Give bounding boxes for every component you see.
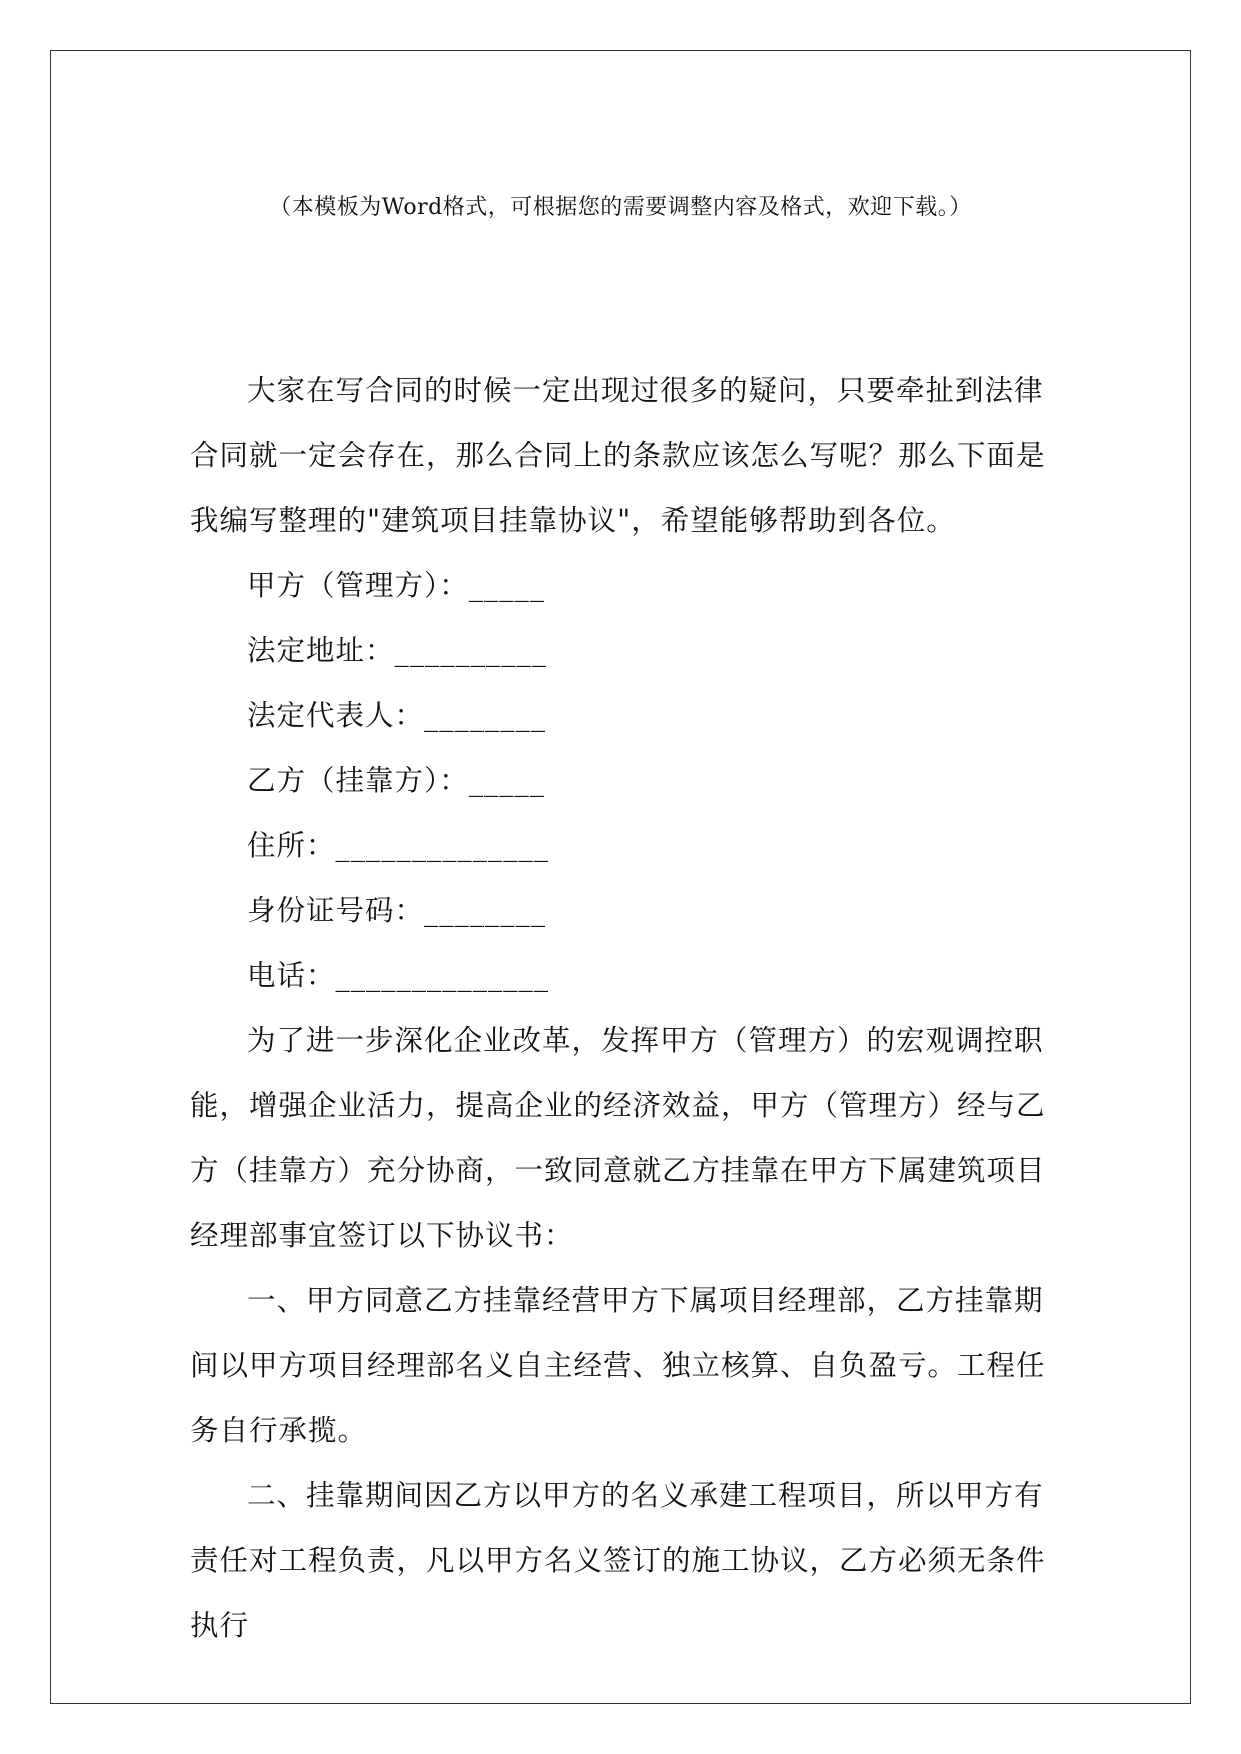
field-label: 法定代表人： xyxy=(247,699,425,732)
field-label: 住所： xyxy=(247,829,336,862)
preamble-paragraph: 为了进一步深化企业改革，发挥甲方（管理方）的宏观调控职能，增强企业活力，提高企业的经济效益，甲方（管理方）经与乙方（挂靠方）充分协商，一致同意就乙方挂靠在甲方下属建筑项目经理部事宜签订以下协议书： xyxy=(190,1024,1046,1252)
field-legal-representative xyxy=(190,683,1050,748)
field-party-a xyxy=(190,553,1050,618)
field-label: 身份证号码： xyxy=(247,894,425,927)
intro-paragraph: 大家在写合同的时候一定出现过很多的疑问，只要牵扯到法律合同就一定会存在，那么合同上的条款应该怎么写呢？那么下面是我编写整理的"建筑项目挂靠协议"，希望能够帮助到各位。 xyxy=(190,374,1046,537)
clause-2: 二、挂靠期间因乙方以甲方的名义承建工程项目，所以甲方有责任对工程负责，凡以甲方名义签订的施工协议，乙方必须无条件执行 xyxy=(190,1479,1046,1642)
template-note: （本模板为Word格式，可根据您的需要调整内容及格式，欢迎下载。） xyxy=(269,195,972,220)
field-label: 甲方（管理方）： xyxy=(247,569,469,602)
field-blank[interactable]: _____ xyxy=(468,764,546,797)
field-blank[interactable]: __________ xyxy=(394,634,548,667)
field-blank[interactable]: _____ xyxy=(468,569,546,602)
field-blank[interactable]: ________ xyxy=(424,699,547,732)
field-blank[interactable]: ______________ xyxy=(335,959,550,992)
field-id-number xyxy=(190,878,1050,943)
field-label: 法定地址： xyxy=(247,634,395,667)
field-legal-address xyxy=(190,618,1050,683)
field-residence xyxy=(190,813,1050,878)
field-blank[interactable]: ______________ xyxy=(335,829,550,862)
field-phone xyxy=(190,943,1050,1008)
clause-1: 一、甲方同意乙方挂靠经营甲方下属项目经理部，乙方挂靠期间以甲方项目经理部名义自主经营、独立核算、自负盈亏。工程任务自行承揽。 xyxy=(190,1284,1046,1447)
field-label: 乙方（挂靠方）： xyxy=(247,764,469,797)
field-label: 电话： xyxy=(247,959,336,992)
field-party-b xyxy=(190,748,1050,813)
field-blank[interactable]: ________ xyxy=(424,894,547,927)
document-body xyxy=(190,358,1050,1658)
